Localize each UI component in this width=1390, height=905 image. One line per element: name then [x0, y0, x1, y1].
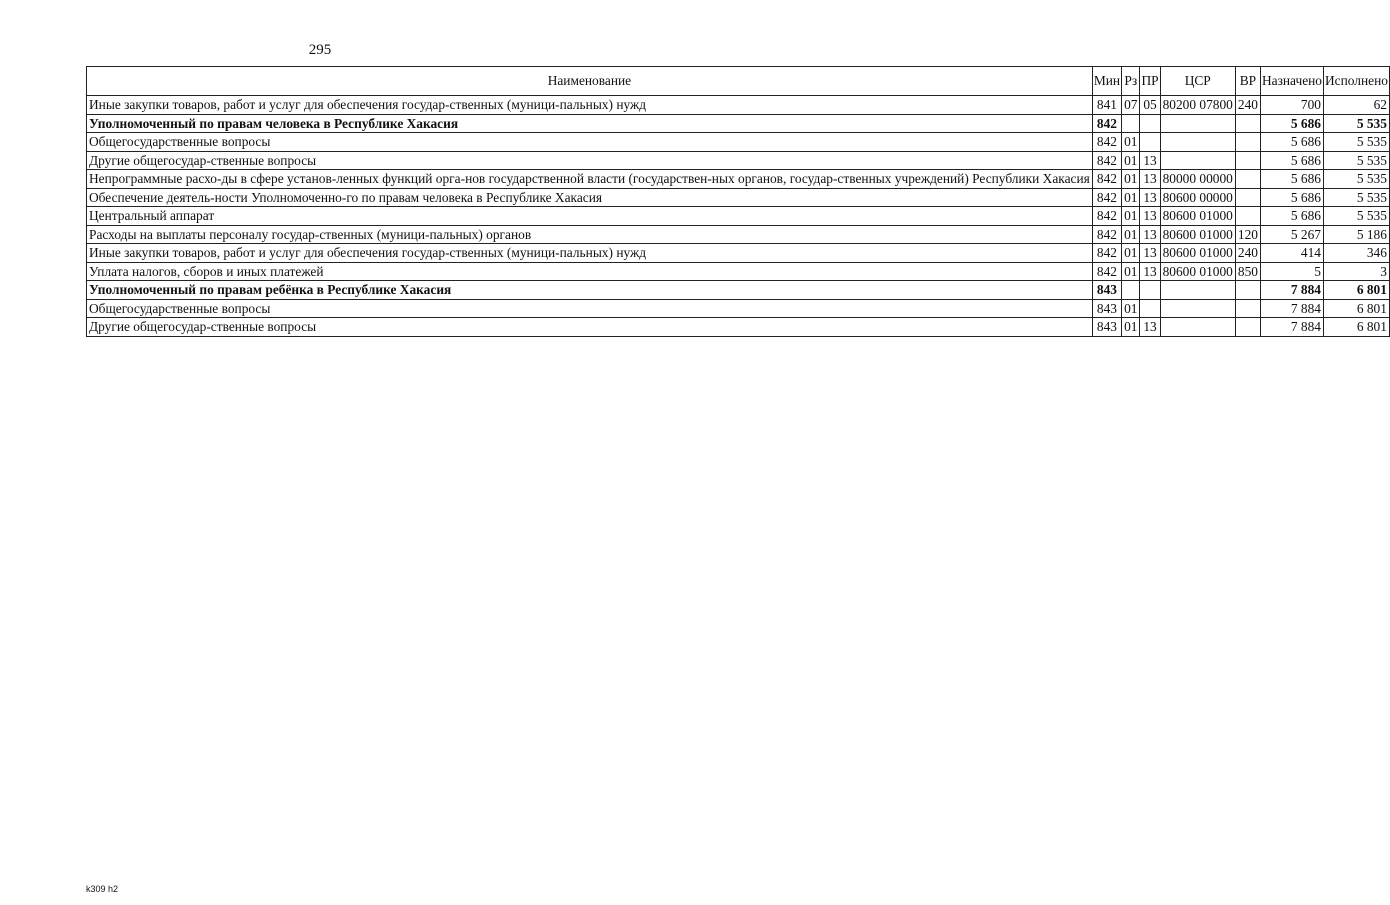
cell-vr: 120: [1235, 225, 1260, 244]
cell-name: Другие общегосудар-ственные вопросы: [87, 318, 1093, 337]
table-row: [87, 207, 1390, 226]
table-row: [87, 244, 1390, 263]
cell-rz: 01: [1122, 244, 1140, 263]
cell-rz: 07: [1122, 96, 1140, 115]
table-row: [87, 281, 1390, 300]
cell-min: 841: [1092, 96, 1121, 115]
cell-csr: 80000 00000: [1160, 170, 1235, 189]
cell-min: 842: [1092, 207, 1121, 226]
cell-rz: 01: [1122, 151, 1140, 170]
cell-name: Непрограммные расхо-ды в сфере установ-ленных функций орга-нов государственной власти (государствен-ных органов, государ-ственных учреждений) Республики Хакасия: [87, 170, 1093, 189]
cell-name: Общегосударственные вопросы: [87, 133, 1093, 152]
cell-pr: 13: [1140, 225, 1160, 244]
table-row: [87, 262, 1390, 281]
cell-name: Уплата налогов, сборов и иных платежей: [87, 262, 1093, 281]
cell-pr: [1140, 133, 1160, 152]
cell-assigned: 5: [1260, 262, 1323, 281]
cell-csr: [1160, 299, 1235, 318]
col-header-vr: ВР: [1235, 67, 1260, 96]
cell-rz: 01: [1122, 207, 1140, 226]
cell-csr: [1160, 281, 1235, 300]
cell-vr: [1235, 299, 1260, 318]
cell-min: 842: [1092, 188, 1121, 207]
cell-executed: 3: [1324, 262, 1390, 281]
cell-vr: [1235, 318, 1260, 337]
cell-executed: 6 801: [1324, 299, 1390, 318]
cell-pr: [1140, 281, 1160, 300]
cell-vr: 240: [1235, 96, 1260, 115]
cell-assigned: 5 686: [1260, 207, 1323, 226]
cell-name: Расходы на выплаты персоналу государ-ственных (муници-пальных) органов: [87, 225, 1093, 244]
cell-rz: 01: [1122, 299, 1140, 318]
cell-min: 842: [1092, 170, 1121, 189]
cell-executed: 62: [1324, 96, 1390, 115]
cell-min: 842: [1092, 151, 1121, 170]
cell-rz: 01: [1122, 262, 1140, 281]
cell-vr: [1235, 114, 1260, 133]
cell-assigned: 5 686: [1260, 133, 1323, 152]
table-header-row: [87, 67, 1390, 96]
cell-csr: [1160, 114, 1235, 133]
footer-code: k309 h2: [86, 884, 119, 894]
cell-min: 843: [1092, 281, 1121, 300]
cell-pr: 13: [1140, 188, 1160, 207]
table-row: [87, 318, 1390, 337]
cell-vr: 850: [1235, 262, 1260, 281]
cell-pr: 13: [1140, 151, 1160, 170]
cell-name: Уполномоченный по правам человека в Республике Хакасия: [87, 114, 1093, 133]
col-header-assigned: Назначено: [1260, 67, 1323, 96]
cell-csr: [1160, 151, 1235, 170]
cell-rz: 01: [1122, 318, 1140, 337]
cell-rz: 01: [1122, 133, 1140, 152]
cell-pr: 05: [1140, 96, 1160, 115]
cell-csr: [1160, 133, 1235, 152]
col-header-rz: Рз: [1122, 67, 1140, 96]
cell-name: Уполномоченный по правам ребёнка в Республике Хакасия: [87, 281, 1093, 300]
cell-assigned: 7 884: [1260, 299, 1323, 318]
cell-pr: 13: [1140, 207, 1160, 226]
cell-executed: 5 535: [1324, 151, 1390, 170]
cell-vr: [1235, 151, 1260, 170]
cell-executed: 6 801: [1324, 318, 1390, 337]
cell-vr: [1235, 207, 1260, 226]
cell-rz: 01: [1122, 225, 1140, 244]
col-header-min: Мин: [1092, 67, 1121, 96]
table-row: [87, 96, 1390, 115]
cell-csr: [1160, 318, 1235, 337]
cell-pr: 13: [1140, 318, 1160, 337]
cell-assigned: 700: [1260, 96, 1323, 115]
cell-pr: [1140, 114, 1160, 133]
cell-assigned: 7 884: [1260, 318, 1323, 337]
cell-executed: 5 535: [1324, 188, 1390, 207]
budget-table: [86, 66, 1390, 337]
cell-min: 842: [1092, 114, 1121, 133]
cell-rz: 01: [1122, 188, 1140, 207]
table-row: [87, 188, 1390, 207]
cell-executed: 5 535: [1324, 133, 1390, 152]
cell-name: Иные закупки товаров, работ и услуг для обеспечения государ-ственных (муници-пальных) нужд: [87, 96, 1093, 115]
cell-rz: [1122, 114, 1140, 133]
cell-assigned: 5 686: [1260, 188, 1323, 207]
cell-csr: 80600 01000: [1160, 225, 1235, 244]
cell-executed: 5 186: [1324, 225, 1390, 244]
cell-name: Обеспечение деятель-ности Уполномоченно-го по правам человека в Республике Хакасия: [87, 188, 1093, 207]
cell-assigned: 5 686: [1260, 114, 1323, 133]
cell-assigned: 7 884: [1260, 281, 1323, 300]
cell-assigned: 414: [1260, 244, 1323, 263]
cell-csr: 80600 01000: [1160, 244, 1235, 263]
cell-min: 842: [1092, 225, 1121, 244]
cell-pr: [1140, 299, 1160, 318]
col-header-name: Наименование: [87, 67, 1093, 96]
table-row: [87, 170, 1390, 189]
table-row: [87, 299, 1390, 318]
cell-executed: 5 535: [1324, 207, 1390, 226]
cell-rz: [1122, 281, 1140, 300]
col-header-executed: Исполнено: [1324, 67, 1390, 96]
cell-rz: 01: [1122, 170, 1140, 189]
cell-min: 842: [1092, 133, 1121, 152]
cell-csr: 80200 07800: [1160, 96, 1235, 115]
cell-assigned: 5 686: [1260, 170, 1323, 189]
table-row: [87, 225, 1390, 244]
cell-name: Другие общегосудар-ственные вопросы: [87, 151, 1093, 170]
cell-name: Общегосударственные вопросы: [87, 299, 1093, 318]
table-row: [87, 151, 1390, 170]
cell-executed: 5 535: [1324, 170, 1390, 189]
cell-assigned: 5 267: [1260, 225, 1323, 244]
cell-vr: [1235, 133, 1260, 152]
cell-executed: 6 801: [1324, 281, 1390, 300]
cell-executed: 346: [1324, 244, 1390, 263]
cell-min: 843: [1092, 318, 1121, 337]
cell-csr: 80600 00000: [1160, 188, 1235, 207]
cell-csr: 80600 01000: [1160, 262, 1235, 281]
cell-name: Иные закупки товаров, работ и услуг для обеспечения государ-ственных (муници-пальных) нужд: [87, 244, 1093, 263]
cell-assigned: 5 686: [1260, 151, 1323, 170]
cell-name: Центральный аппарат: [87, 207, 1093, 226]
cell-pr: 13: [1140, 244, 1160, 263]
col-header-pr: ПР: [1140, 67, 1160, 96]
cell-vr: [1235, 188, 1260, 207]
cell-executed: 5 535: [1324, 114, 1390, 133]
col-header-csr: ЦСР: [1160, 67, 1235, 96]
cell-pr: 13: [1140, 170, 1160, 189]
cell-min: 842: [1092, 262, 1121, 281]
cell-vr: 240: [1235, 244, 1260, 263]
table-row: [87, 133, 1390, 152]
page-number: 295: [308, 42, 332, 58]
cell-vr: [1235, 170, 1260, 189]
cell-csr: 80600 01000: [1160, 207, 1235, 226]
cell-min: 843: [1092, 299, 1121, 318]
table-row: [87, 114, 1390, 133]
cell-vr: [1235, 281, 1260, 300]
cell-pr: 13: [1140, 262, 1160, 281]
cell-min: 842: [1092, 244, 1121, 263]
